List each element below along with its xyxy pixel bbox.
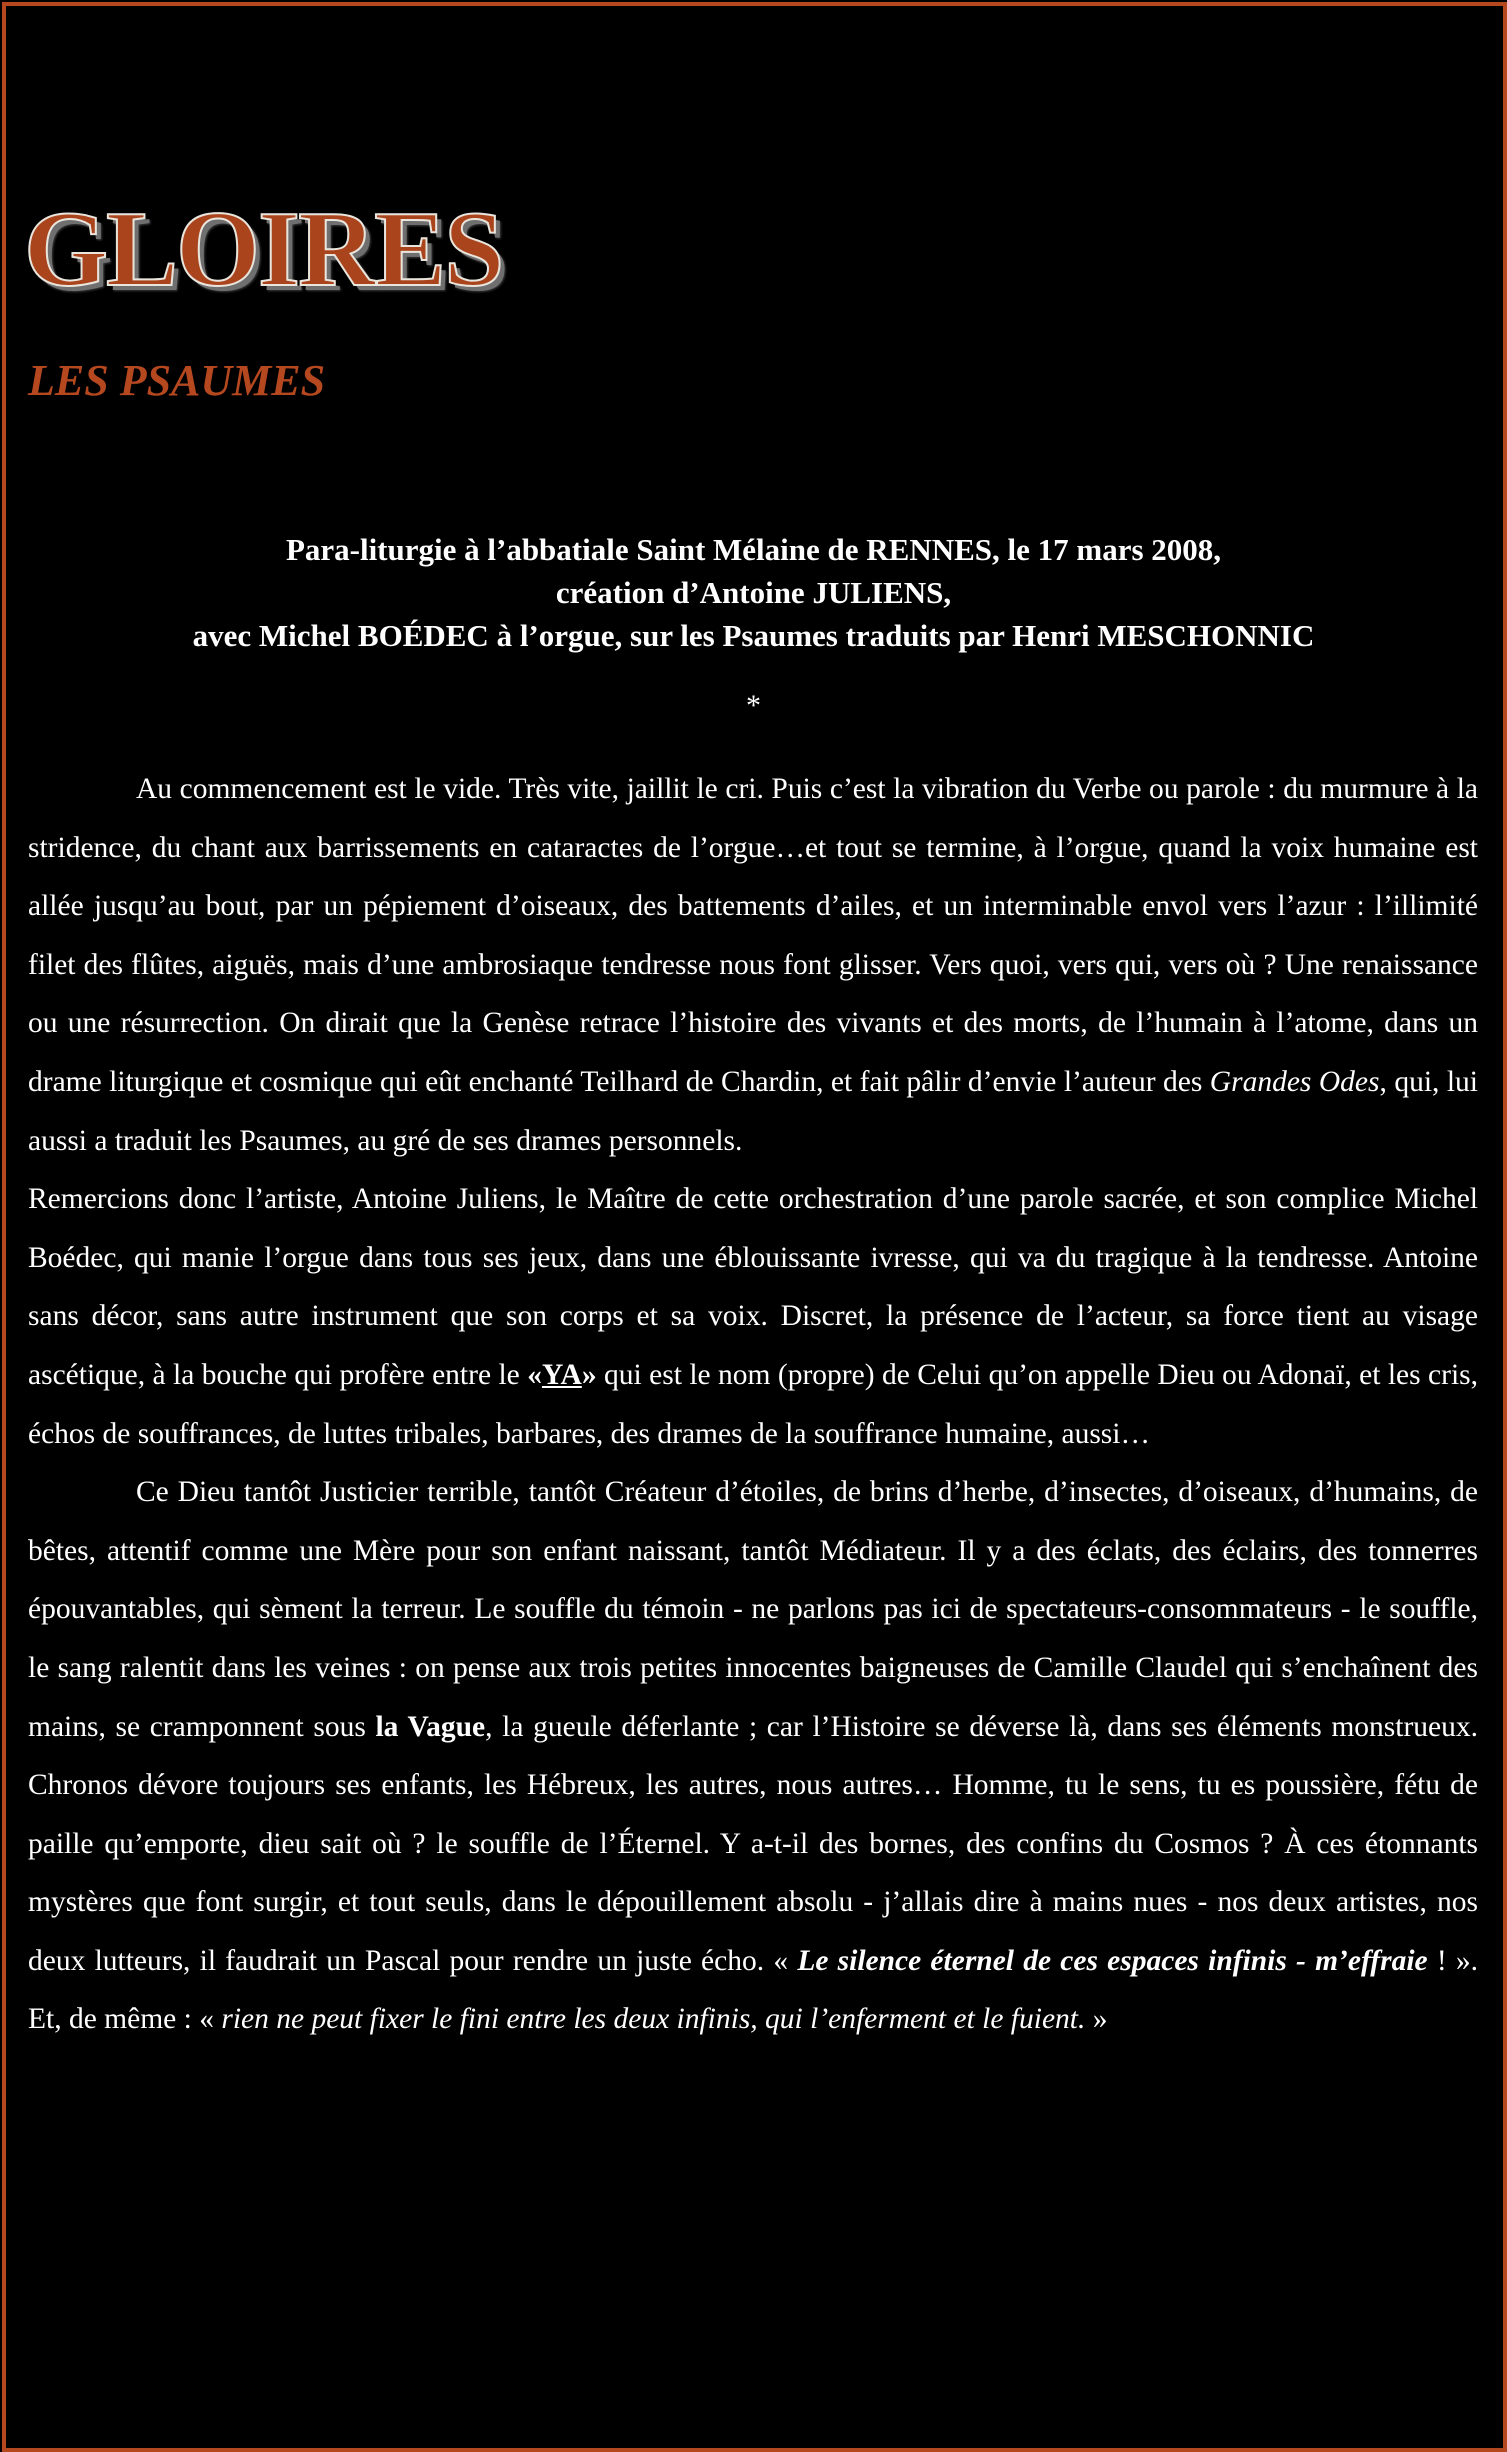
article-body — [28, 760, 1478, 2049]
header-line-3: avec Michel BOÉDEC à l’orgue, sur les Psaumes traduits par Henri MESCHONNIC — [192, 618, 1315, 653]
ya-emphasis: YA — [541, 1358, 582, 1391]
page-subtitle: LES PSAUMES — [28, 356, 326, 405]
page-title: GLOIRES — [24, 190, 503, 309]
event-header — [0, 528, 1507, 657]
paragraph-2-text-b: qui est le nom (propre) de Celui qu’on appelle Dieu ou Adonaï, et les cris, échos de souffrances, de luttes tribales, barbares, des drames de la souffrance humaine, aussi… — [28, 1358, 1478, 1450]
paragraph-3-text-c: ! ». Et, de même : « — [28, 1944, 1479, 2036]
paragraph-2-text-a: Remercions donc l’artiste, Antoine Juliens, le Maître de cette orchestration d’une parole sacrée, et son complice Michel Boédec, qui manie l’orgue dans tous ses jeux, dans une éblouissante ivresse, qui va du tragique à la tendresse. Antoine sans décor, sans autre instrument que son corps et sa voix. Discret, la présence de l’acteur, sa force tient au visage ascétique, à la bouche qui profère entre le — [28, 1183, 1478, 1391]
grandes-odes-title: Grandes Odes — [1209, 1065, 1380, 1098]
paragraph-1-text-b: , qui, lui aussi a traduit les Psaumes, au gré de ses drames personnels. — [28, 1065, 1478, 1157]
paragraph-3-text-b: , la gueule déferlante ; car l’Histoire se déverse là, dans ses éléments monstrueux. Chronos dévore toujours ses enfants, les Hébreux, les autres, nous autres… Homme, tu le sens, tu es poussière, fétu de paille qu’emporte, dieu sait où ? le souffle de l’Éternel. Y a-t-il des bornes, des confins du Cosmos ? À ces étonnants mystères que font surgir, et tout seuls, dans le dépouillement absolu - j’allais dire à mains nues - nos deux artistes, nos deux lutteurs, il faudrait un Pascal pour rendre un juste écho. « — [28, 1710, 1479, 1977]
pascal-quote-2: rien ne peut fixer le fini entre les deux infinis, qui l’enferment et le fuient. — [221, 2003, 1086, 2036]
paragraph-1-text-a: Au commencement est le vide. Très vite, jaillit le cri. Puis c’est la vibration du Verbe ou parole : du murmure à la stridence, du chant aux barrissements en cataractes de l’orgue…et tout se termine, à l’orgue, quand la voix humaine est allée jusqu’au bout, par un pépiement d’oiseaux, des battements d’ailes, et un interminable envol vers l’azur : l’illimité filet des flûtes, aiguës, mais d’une ambrosiaque tendresse nous font glisser. Vers quoi, vers qui, vers où ? Une renaissance ou une résurrection. On dirait que la Genèse retrace l’histoire des vivants et des morts, de l’humain à l’atome, dans un drame liturgique et cosmique qui eût enchanté Teilhard de Chardin, et fait pâlir d’envie l’auteur des — [28, 773, 1478, 1098]
quote-close: » — [581, 1358, 597, 1391]
paragraph-2 — [28, 1170, 1478, 1463]
quote-open: « — [527, 1358, 542, 1391]
header-line-2: création d’Antoine JULIENS, — [555, 575, 952, 610]
paragraph-1 — [28, 760, 1478, 1170]
separator-asterisk: * — [746, 689, 761, 722]
header-line-1: Para-liturgie à l’abbatiale Saint Mélaine de RENNES, le 17 mars 2008, — [285, 532, 1222, 567]
paragraph-3 — [28, 1463, 1478, 2049]
pascal-quote-1: Le silence éternel de ces espaces infinis - m’effraie — [797, 1944, 1428, 1977]
paragraph-3-text-a: Ce Dieu tantôt Justicier terrible, tantôt Créateur d’étoiles, de brins d’herbe, d’insectes, d’oiseaux, d’humains, de bêtes, attentif comme une Mère pour son enfant naissant, tantôt Médiateur. Il y a des éclats, des éclairs, des tonnerres épouvantables, qui sèment la terreur. Le souffle du témoin - ne parlons pas ici de spectateurs-consommateurs - le souffle, le sang ralentit dans les veines : on pense aux trois petites innocentes baigneuses de Camille Claudel qui s’enchaînent des mains, se cramponnent sous — [28, 1476, 1478, 1743]
la-vague-emphasis: la Vague — [375, 1710, 486, 1743]
paragraph-3-text-d: » — [1085, 2003, 1108, 2036]
